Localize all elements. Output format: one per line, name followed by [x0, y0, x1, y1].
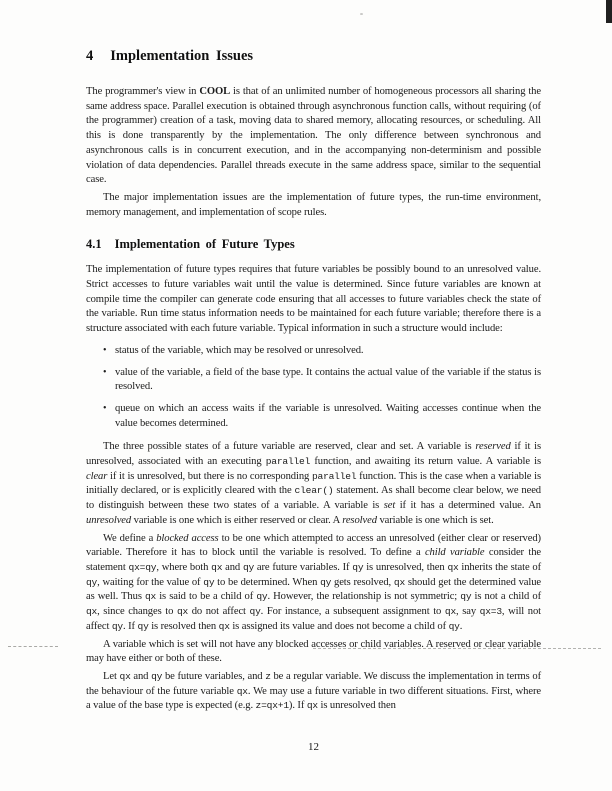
page-number: 12 — [308, 741, 319, 753]
list-item-text: value of the variable, a field of the base type. It contains the actual value of the variable if the status is resolved. — [115, 366, 541, 393]
section-number: 4 — [86, 48, 94, 64]
scan-artifact-speck — [360, 13, 363, 15]
section-title: Implementation Issues — [110, 48, 254, 64]
subsection-number: 4.1 — [86, 237, 102, 252]
paragraph-programmers-view: The programmer's view in COOL is that of an unlimited number of homogeneous processors all sharing the same address space. Parallel execution is obtained through asynchronous function calls, without requiring (of the programmer) creation of a task, moving data to shared memory, allocating resources, or scheduling. All this is done transparently by the implementation. The only difference between synchronous and asynchronous calls is in concurrent execution, and in the accompanying non-determinism and possible violation of data dependencies. Parallel threads execute in the same address space, similar to the sequential case. — [86, 86, 541, 186]
future-variable-info-list — [86, 344, 541, 432]
list-item-value — [103, 366, 541, 395]
list-item-status — [103, 344, 541, 359]
scan-artifact-dashes-left — [8, 646, 58, 647]
paragraph-set-variable: A variable which is set will not have any blocked accesses or child variables. A reserved or clear variable may have either or both of these. — [86, 638, 541, 665]
paragraph-future-types-intro: The implementation of future types requires that future variables be possibly bound to an unresolved value. Strict accesses to future variables wait until the value is determined. Since future variables are known at compile time the compiler can generate code ensuring that all accesses to future variables check the state of the variable. Run time status information needs to be maintained for each future variable; therefore there is a structure associated with each future variable. Typical information in such a structure would include: — [86, 264, 541, 335]
text-block — [86, 48, 541, 717]
subsection-heading — [86, 237, 541, 251]
section-heading — [86, 48, 541, 64]
subsection-title: Implementation of Future Types — [114, 237, 295, 252]
paragraph-major-issues: The major implementation issues are the implementation of future types, the run-time environment, memory management, and implementation of scope rules. — [86, 191, 541, 218]
list-item-queue — [103, 402, 541, 431]
paragraph-three-states: The three possible states of a future variable are reserved, clear and set. A variable is reserved if it is unresolved, associated with an executing parallel function, and awaiting its return value. A variable is clear if it is unresolved, but there is no corresponding parallel function. This is the case when a variable is initially declared, or is explicitly cleared with the clear() statement. As shall become clear below, we need to distinguish between these two states of a variable. A variable is set if it has a determined value. An unresolved variable is one which is either reserved or clear. A resolved variable is one which is set. — [86, 441, 542, 526]
paragraph-blocked-access: We define a blocked access to be one which attempted to access an unresolved (either clear or reserved) variable. Therefore it has to block until the variable is resolved. To define a child variable consider the statement qx=qy, where both qx and qy are future variables. If qy is unresolved, then qx inherits the state of qy, waiting for the value of qy to be determined. When qy gets resolved, qx should get the determined value as well. Thus qx is said to be a child of qy. However, the relationship is not symmetric; qy is not a child of qx, since changes to qx do not affect qy. For instance, a subsequent assignment to qx, say qx=3, will not affect qy. If qy is resolved then qx is assigned its value and does not become a child of qy. — [86, 532, 542, 632]
bullet-dot-icon: • — [103, 366, 107, 378]
scan-artifact-corner-mark — [606, 0, 612, 23]
list-item-text: queue on which an access waits if the variable is unresolved. Waiting accesses continue when the value becomes determined. — [115, 402, 541, 429]
bullet-dot-icon: • — [103, 344, 107, 356]
bullet-dot-icon: • — [103, 402, 107, 414]
paragraph-let-qx-qy: Let qx and qy be future variables, and z be a regular variable. We discuss the implementation in terms of the behaviour of the future variable qx. We may use a future variable in two different situations. First, where a value of the base type is expected (e.g. z=qx+1). If qx is unresolved then — [86, 670, 542, 712]
list-item-text: status of the variable, which may be resolved or unresolved. — [115, 344, 364, 356]
